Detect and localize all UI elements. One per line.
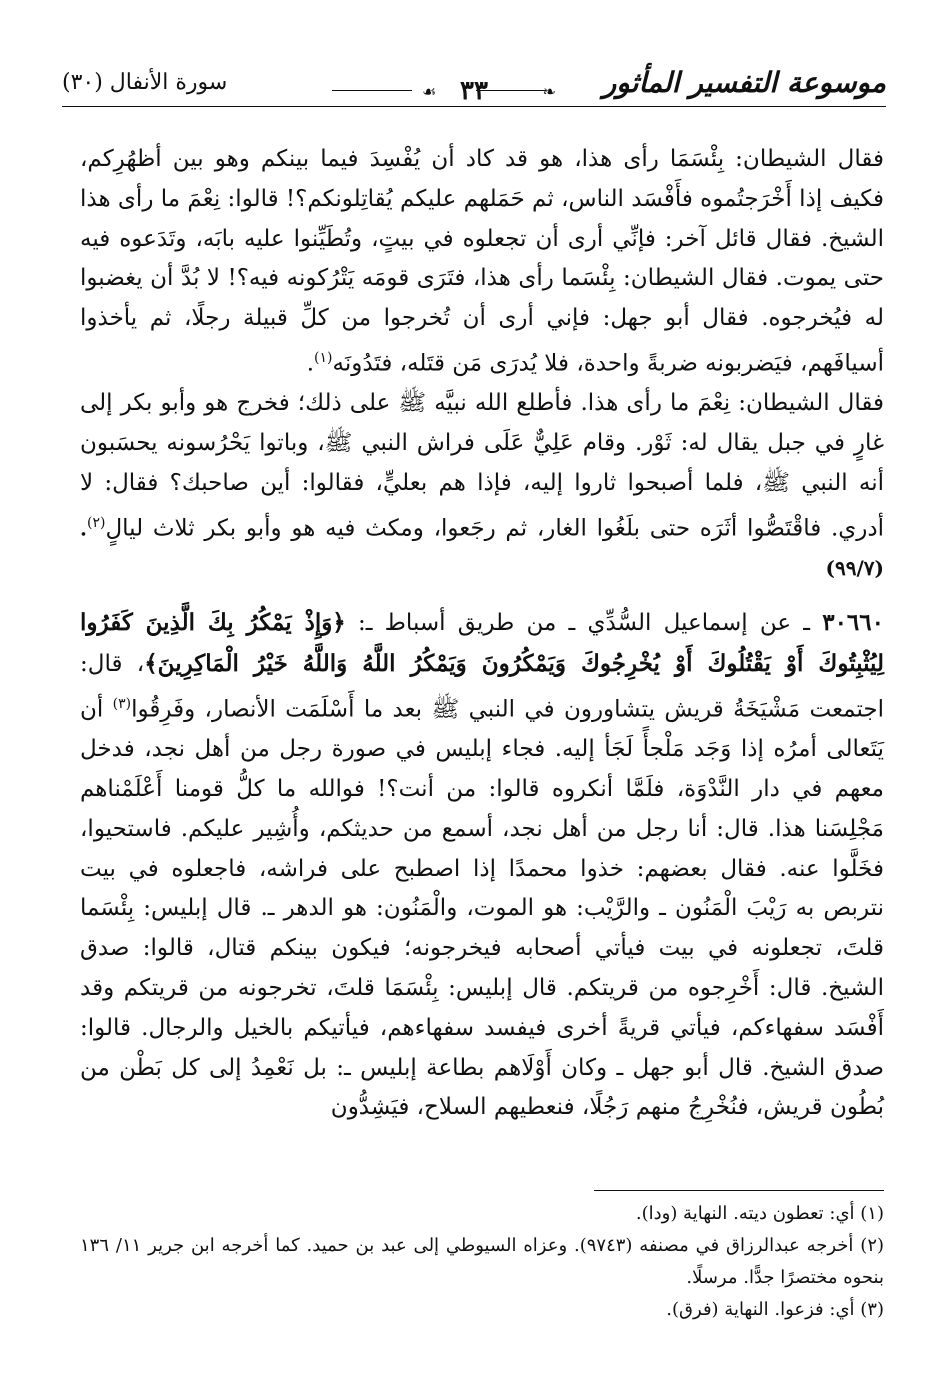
footnotes [80, 1198, 884, 1326]
surah-label: سورة الأنفال (٣٠) [62, 70, 228, 95]
footnote: (١) أي: تعطون ديته. النهاية (ودا). [635, 1203, 884, 1224]
header-ornament-line [332, 90, 412, 91]
narration-paragraph: ٣٠٦٦٠ ـ عن إسماعيل السُّدِّي ـ من طريق أسباط ـ: ﴿وَإِذْ يَمْكُرُ بِكَ الَّذِينَ كَفَرُوا لِيُثْبِتُوكَ أَوْ يَقْتُلُوكَ أَوْ يُخْرِجُوكَ وَيَمْكُرُونَ وَيَمْكُرُ اللَّهُ وَاللَّهُ خَيْرُ الْمَاكِرِينَ﴾، قال: اجتمعت مَشْيَخَةُ قريش يتشاورون في النبي ﷺ بعد ما أَسْلَمَت الأنصار، وفَرِقُوا$^{(٣)}$ أن يَتَعالى أمرُه إذا وَجَد مَلْجأً لَجَأ إليه. فجاء إبليس في صورة رجل من أهل نجد، فدخل معهم في دار النَّدْوَة، فلَمَّا أنكروه قالوا: من أنت؟! فوالله ما كلُّ قومنا أَعْلَمْناهم مَجْلِسَنا هذا. قال: أنا رجل من أهل نجد، أسمع من حديثكم، وأُشِير عليكم. فاستحيوا، فخَلَّوا عنه. فقال بعضهم: خذوا محمدًا إذا اصطبح على فراشه، فاجعلوه في بيت نتربص به رَيْبَ الْمَنُون ـ والرَّيْب: هو الموت، والْمَنُون: هو الدهر ـ. قال إبليس: بِئْسَما قلتَ، تجعلونه في بيت فيأتي أصحابه فيخرجونه؛ فيكون بينكم قتال، قالوا: صدق الشيخ. قال: أَخْرِجوه من قريتكم. قال إبليس: بِئْسَمَا قلتَ، تخرجونه من قريتكم وقد أَفْسَد سفهاءكم، فيأتي قريةً أخرى فيفسد سفهاءهم، فيأتيكم بالخيل والرجال. قالوا: صدق الشيخ. قال أبو جهل ـ وكان أَوْلَاهم بطاعة إبليس ـ: بل نَعْمِدُ إلى كل بَطْن من بُطُون قريش، فنُخْرِجُ منهم رَجُلًا، فنعطيهم السلاح، فيَشِدُّون [80, 609, 885, 1121]
page-header [62, 62, 886, 112]
book-title: موسوعة التفسير المأثور [602, 66, 886, 99]
paragraph: فقال الشيطان: نِعْمَ ما رأى هذا. فأطلع الله نبيَّه ﷺ على ذلك؛ فخرج هو وأبو بكر إلى غارٍ في جبل يقال له: ثَوْر. وقام عَلِيٌّ عَلَى فراش النبي ﷺ، وباتوا يَحْرُسونه يحسَبون أنه النبي ﷺ، فلما أصبحوا ثاروا إليه، فإذا هم بعليٍّ، فقالوا: أين صاحبك؟ فقال: لا أدري. فاقْتَصُّوا أثَرَه حتى بلَغُوا الغار، ثم رجَعوا، ومكث فيه هو وأبو بكر ثلاث ليالٍ$^{(٢)}$. (٩٩/٧) [80, 390, 884, 581]
page-number: ٣٣ [460, 76, 488, 106]
footnote: (٢) أخرجه عبدالرزاق في مصنفه (٩٧٤٣). وعزاه السيوطي إلى عبد بن حميد. كما أخرجه ابن جرير ١١/ ١٣٦ بنحوه مختصرًا جدًّا. مرسلًا. [80, 1235, 885, 1288]
ornament-icon: ❧ [542, 82, 556, 101]
header-rule [62, 106, 886, 107]
main-text [80, 140, 884, 1128]
footnote: (٣) أي: فزعوا. النهاية (فرق). [666, 1299, 884, 1320]
paragraph: فقال الشيطان: بِئْسَمَا رأى هذا، هو قد كاد أن يُفْسِدَ فيما بينكم وهو بين أظهُرِكم، فكيف إذا أَخْرَجتُموه فأَفْسَد الناس، ثم حَمَلهم عليكم يُقاتِلونكم؟! قالوا: نِعْمَ ما رأى هذا الشيخ. فقال قائل آخر: فإنِّي أرى أن تجعلوه في بيتٍ، وتُطَيِّنوا عليه بابَه، وتَدَعوه فيه حتى يموت. فقال الشيطان: بِئْسَما رأى هذا، فتَرَى قومَه يَتْرُكونه فيه؟! لا بُدَّ أن يغضبوا له فيُخرجوه. فقال أبو جهل: فإني أرى أن تُخرجوا من كلِّ قبيلة رجلًا، ثم يأخذوا أسيافَهم، فيَضربونه ضربةً واحدة، فلا يُدرَى مَن قتَله، فتَدُونَه$^{(١)}$. [80, 146, 884, 377]
footnote-ref: (٢) [86, 514, 106, 531]
footnote-ref: (١) [314, 349, 333, 366]
narration-number: ٣٠٦٦٠ [822, 609, 884, 637]
footnote-separator [594, 1190, 884, 1191]
source-ref: . (٩٩/٧) [80, 516, 884, 581]
footnote-ref: (٣) [112, 695, 132, 712]
ornament-icon: ☙ [422, 82, 437, 101]
quran-verse: ﴿وَإِذْ يَمْكُرُ بِكَ الَّذِينَ كَفَرُوا لِيُثْبِتُوكَ أَوْ يَقْتُلُوكَ أَوْ يُخْرِجُوكَ وَيَمْكُرُونَ وَيَمْكُرُ اللَّهُ وَاللَّهُ خَيْرُ الْمَاكِرِينَ﴾ [80, 609, 884, 677]
